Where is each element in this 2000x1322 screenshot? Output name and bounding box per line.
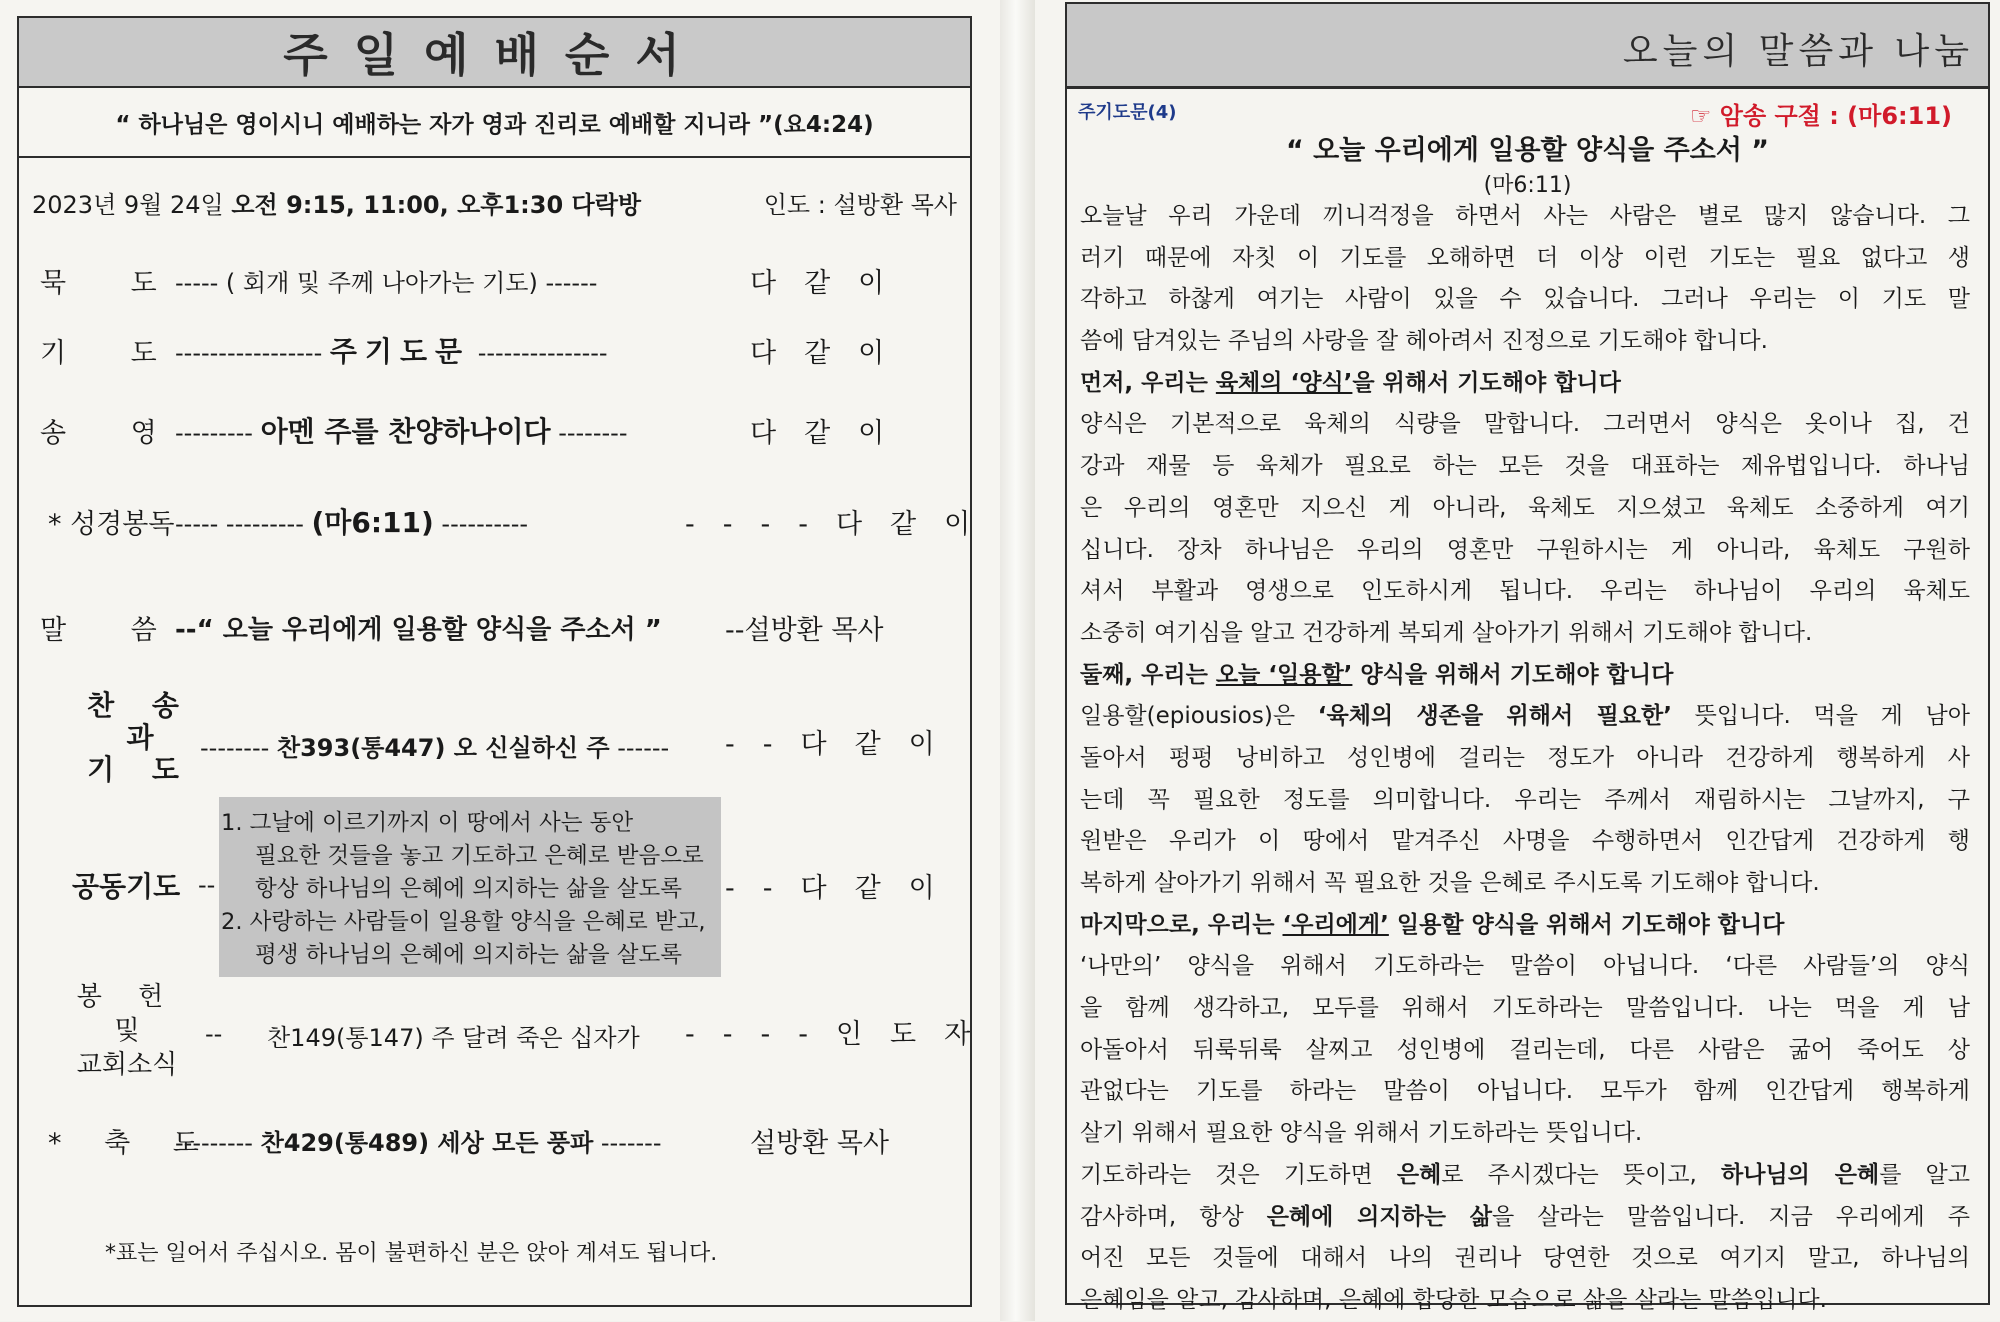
text: 기도하라는 것은 기도하면 (1080, 1161, 1397, 1188)
service-info (32, 185, 957, 220)
dashes: --------- (175, 419, 261, 447)
text: 감사하며, 항상 (1080, 1203, 1267, 1230)
prayer-line: 항상 하나님의 은혜에 의지하는 삶을 살도록 (255, 876, 682, 902)
heading-text: 먼저, 우리는 (1080, 369, 1216, 396)
order-row-sermon (40, 602, 960, 652)
order-label: * 축 도 (48, 1127, 199, 1159)
order-right-text: ----다같이 (685, 508, 999, 540)
page-fold (1000, 0, 1035, 1321)
body-line: 십니다. 장차 하나님은 우리의 영혼만 구원하시는 게 아니라, 육체도 구원하 (1080, 536, 1970, 563)
prayer-line: 평생 하나님의 은혜에 의지하는 삶을 살도록 (255, 942, 682, 968)
dashes: -------- (200, 734, 277, 762)
page-title: 주일예배순서 (17, 16, 972, 88)
order-label (72, 980, 182, 1082)
sermon-title: “ 오늘 우리에게 일용할 양식을 주소서 ” (1285, 135, 1770, 166)
label-line: 과 (126, 721, 154, 754)
sermon-series-tag: 주기도문(4) (1078, 102, 1177, 123)
heading-underline: ‘우리에게’ (1282, 911, 1389, 938)
body-line (1080, 1155, 1970, 1197)
text: 를 알고 (1879, 1161, 1970, 1188)
order-label: 묵 도 (40, 267, 185, 299)
body-line: 어진 모든 것들에 대해서 나의 권리나 당연한 것으로 여기지 말고, 하나님의 (1080, 1245, 1970, 1272)
memory-verse: ☞ 암송 구절 : (마6:11) (1689, 102, 1952, 130)
order-middle (175, 501, 528, 541)
order-row-silent-prayer (40, 255, 960, 305)
body-line: 각하고 하찮게 여기는 사람이 있을 수 있습니다. 그러나 우리는 이 기도 말 (1080, 286, 1970, 313)
order-label: 기 도 (40, 337, 185, 369)
order-row-scripture (40, 496, 999, 546)
order-middle (175, 410, 627, 450)
order-middle (175, 1123, 662, 1158)
order-middle: ----- ( 회개 및 주께 나아가는 기도) ------ (175, 268, 598, 297)
body-line: 원받은 우리가 이 땅에서 맡겨주신 사명을 수행하면서 인간답게 건강하게 행 (1080, 828, 1970, 855)
emphasis: ‘육체의 생존을 위해서 필요한’ (1317, 703, 1672, 730)
heading-underline: 오늘 ‘일용할’ (1215, 661, 1353, 688)
body-line: 오늘날 우리 가운데 끼니걱정을 하면서 사는 사람은 별로 많지 않습니다. 그 (1080, 203, 1970, 229)
order-right: 다같이 (750, 417, 913, 449)
body-line: ‘나만의’ 양식을 위해서 기도하라는 말씀이 아닙니다. ‘다른 사람들’의 양식 (1080, 953, 1970, 980)
body-line: 아돌아서 뒤룩뒤룩 살찌고 성인병에 걸리는데, 다른 사람은 굶어 죽어도 상 (1080, 1036, 1970, 1063)
label-line: 봉 헌 (76, 982, 178, 1012)
order-right-text: ----인도자 (685, 1019, 999, 1050)
text: 일용할(epiousios)은 (1080, 703, 1318, 730)
order-right (725, 722, 963, 761)
section-heading-2 (1080, 655, 1970, 697)
order-right (725, 866, 963, 905)
heading-text: 을 위해서 기도해야 합니다 (1352, 369, 1621, 396)
body-line: 러기 때문에 자칫 이 기도를 오해하면 더 이상 이런 기도는 필요 없다고 생 (1080, 244, 1970, 271)
body-line: 셔서 부활과 영생으로 인도하시게 됩니다. 우리는 하나님이 우리의 육체도 (1080, 578, 1970, 605)
sermon-reference: (마6:11) (1483, 173, 1572, 198)
order-title: 아멘 주를 찬양하나이다 (260, 415, 551, 448)
dashes: --------------- (470, 339, 608, 367)
body-line: 돌아서 펑펑 낭비하고 성인병에 걸리는 정도가 아니라 건강하게 행복하게 사 (1080, 744, 1970, 771)
body-line: 살기 위해서 필요한 양식을 위해서 기도하라는 뜻입니다. (1080, 1120, 1643, 1147)
order-right-text: --다같이 (725, 729, 963, 760)
emphasis: 은혜 (1396, 1161, 1442, 1188)
dashes: ----- --------- (175, 510, 312, 538)
body-line: 은혜임을 알고, 감사하며, 은혜에 합당한 모습으로 삶을 살라는 말씀입니다. (1080, 1286, 1827, 1313)
order-right-text: --다같이 (725, 872, 963, 904)
body-line: 양식은 기본적으로 육체의 식량을 말합니다. 그러면서 양식은 옷이나 집, 건 (1080, 411, 1970, 438)
order-label: 말 씀 (40, 614, 185, 646)
order-title: 찬149(통147) 주 달려 죽은 십자가 (267, 1024, 640, 1052)
service-leader: 인도 : 설방환 목사 (763, 191, 957, 219)
emphasis: 하나님의 은혜 (1721, 1161, 1880, 1188)
dashes: ------- (593, 1128, 662, 1157)
order-title: 주기도문 (329, 335, 471, 368)
body-line: 관없다는 기도를 하라는 말씀이 아닙니다. 모두가 함께 인간답게 행복하게 (1080, 1078, 1970, 1105)
order-row-doxology (40, 405, 960, 455)
dashes: ------ (609, 734, 670, 762)
body-line: 는데 꼭 필요한 정도를 의미합니다. 우리는 주께서 재림하시는 그날까지, 구 (1080, 786, 1970, 813)
body-line (1080, 696, 1970, 738)
body-line (1080, 1197, 1970, 1239)
label-line: 기 도 (87, 753, 193, 786)
order-right: 다같이 (750, 267, 913, 299)
prayer-line: 1. 그날에 이르기까지 이 땅에서 사는 동안 (221, 810, 634, 836)
dashes: --------- (175, 1128, 261, 1157)
theme-verse: “ 하나님은 영이시니 예배하는 자가 영과 진리로 예배할 지니라 ”(요4:24) (17, 88, 972, 158)
order-middle (200, 728, 669, 763)
text: 뜻입니다. 먹을 게 남아 (1671, 703, 1970, 730)
right-header (1065, 2, 1990, 89)
order-title: 찬429(통489) 세상 모든 풍파 (260, 1128, 594, 1157)
body-line: 강과 재물 등 육체가 필요로 하는 모든 것을 대표하는 제유법입니다. 하나님 (1080, 453, 1970, 480)
body-line: 을 함께 생각하고, 모두를 위해서 기도하라는 말씀입니다. 나는 먹을 게 남 (1080, 995, 1970, 1022)
order-row-benediction (40, 1115, 960, 1165)
order-right: 설방환 목사 (750, 1127, 889, 1159)
order-label: 송 영 (40, 417, 185, 449)
dashes: -- (205, 1020, 223, 1048)
emphasis: 은혜에 의지하는 삶 (1266, 1203, 1492, 1230)
heading-text: 일용할 양식을 위해서 기도해야 합니다 (1388, 911, 1785, 938)
label-line: 찬 송 (87, 689, 193, 722)
text: 을 살라는 말씀입니다. 지금 우리에게 주 (1491, 1203, 1970, 1230)
order-label (85, 690, 195, 786)
body-line: 복하게 살아가기 위해서 꼭 필요한 것을 은혜로 주시도록 기도해야 합니다. (1080, 870, 1820, 896)
order-row-offering (40, 980, 999, 1090)
order-title: (마6:11) (311, 506, 434, 539)
body-line: 씀에 담겨있는 주님의 사랑을 잘 헤아려서 진정으로 기도해야 합니다. (1080, 328, 1768, 355)
order-title: 찬393(통447) 오 신실하신 주 (276, 734, 610, 762)
order-label: * 성경봉독 (48, 508, 175, 540)
dashes: ---------- (433, 510, 529, 538)
order-right (685, 502, 998, 541)
sermon-body (1080, 196, 1970, 1322)
order-label: 공동기도 (72, 870, 181, 903)
dashes: -------- (550, 419, 628, 447)
prayer-line: 2. 사랑하는 사람들이 일용할 양식을 은혜로 받고, (221, 909, 706, 935)
order-row-hymn-prayer (40, 689, 963, 790)
order-row-prayer (40, 325, 960, 375)
prayer-line: 필요한 것들을 놓고 기도하고 은혜로 받음으로 (255, 843, 704, 869)
heading-underline: 육체의 ‘양식’ (1215, 369, 1353, 396)
order-right: 다같이 (750, 337, 913, 369)
section-heading-3 (1080, 905, 1970, 947)
order-middle: --“ 오늘 우리에게 일용할 양식을 주소서 ” (175, 614, 662, 645)
heading-text: 양식을 위해서 기도해야 합니다 (1352, 661, 1674, 688)
service-date: 2023년 9월 24일 (32, 191, 224, 219)
service-times: 오전 9:15, 11:00, 오후1:30 다락방 (231, 191, 642, 219)
dashes: -- (198, 871, 216, 899)
footnote: *표는 일어서 주십시오. 몸이 불편하신 분은 앉아 계셔도 됩니다. (105, 1241, 718, 1266)
heading-text: 마지막으로, 우리는 (1080, 911, 1283, 938)
service-datetime (32, 185, 641, 220)
body-line: 소중히 여기심을 알고 건강하게 복되게 살아가기 위해서 기도해야 합니다. (1080, 619, 1813, 646)
text: 로 주시겠다는 뜻이고, (1441, 1161, 1722, 1188)
order-right: --설방환 목사 (725, 614, 884, 646)
section-heading-1 (1080, 363, 1970, 405)
label-line: 교회소식 (76, 1050, 178, 1080)
label-line: 및 (114, 1016, 140, 1046)
heading-text: 둘째, 우리는 (1080, 661, 1216, 688)
right-header-title: 오늘의 말씀과 나눔 (1622, 31, 1974, 72)
body-line: 은 우리의 영혼만 지으신 게 아니라, 육체도 지으셨고 육체도 소중하게 여기 (1080, 494, 1970, 521)
order-middle (175, 330, 608, 370)
common-prayer-box (219, 797, 721, 977)
order-right (685, 1012, 998, 1051)
dashes: ----------------- (175, 339, 330, 367)
